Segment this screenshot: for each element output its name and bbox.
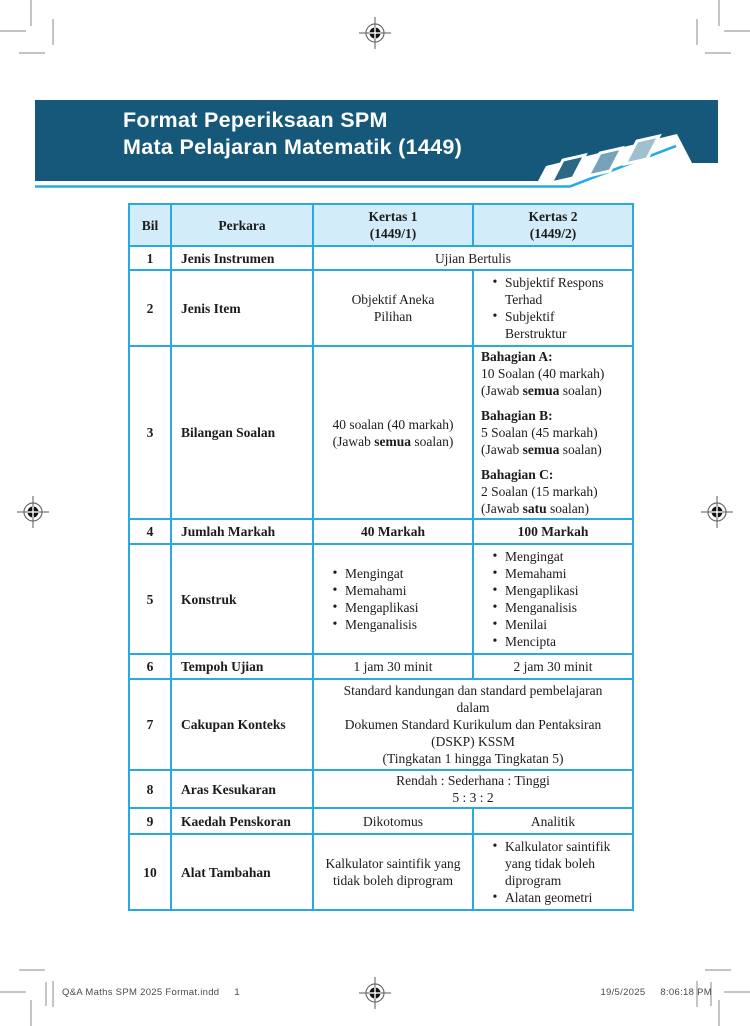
row-perkara-cell: Jumlah Markah [171,519,313,544]
row-perkara-cell: Jenis Item [171,270,313,346]
bullet-item [485,616,629,633]
text-block [317,772,629,806]
col-header-perkara [171,204,313,246]
table-row [129,808,633,834]
text-line: 2 Soalan (15 markah) [481,484,598,499]
bullet-item-text: Memahami [505,566,567,581]
text-line: 40 soalan (40 markah) [332,416,454,432]
row-number-cell: 8 [129,770,171,808]
bullet-item-text: Mencipta [505,634,556,649]
text-block [317,416,469,450]
table-cell [473,270,633,346]
bullet-list [477,836,629,908]
col-header-kertas1-label: Kertas 1 [368,209,418,224]
bullet-item [325,599,469,616]
text-line: (Jawab semua soalan) [332,433,454,449]
row-number-cell: 6 [129,654,171,679]
text-line: Ujian Bertulis [434,250,512,266]
bullet-icon: • [492,839,498,854]
text-block [317,813,469,830]
banner-title-line2: Mata Pelajaran Matematik (1449) [123,135,463,159]
text-block [477,407,629,458]
text-line: (Jawab semua soalan) [481,442,602,457]
table-row [129,770,633,808]
text-line: 40 Markah [360,524,426,539]
row-number-cell: 5 [129,544,171,654]
text-line: tidak boleh diprogram [333,873,453,888]
row-perkara-cell: Jenis Instrumen [171,246,313,270]
registration-mark-left [17,496,49,528]
row-number-cell: 9 [129,808,171,834]
bullet-item [325,582,469,599]
text-block [477,466,629,517]
table-cell [313,770,633,808]
footer-timestamp [600,987,712,998]
table-cell [313,834,473,910]
footer-file-info [62,987,240,998]
table-row [129,654,633,679]
text-line: Objektif Aneka [351,292,435,307]
table-cell [313,679,633,770]
table-cell [313,519,473,544]
footer-time: 8:06:18 PM [660,987,712,998]
registration-mark-bottom [359,977,391,1009]
bullet-item-text: Subjektif Berstruktur [505,309,567,341]
bullet-item-text: Menganalisis [505,600,577,615]
text-line: 1 jam 30 minit [353,659,433,674]
text-block [317,291,469,325]
row-number-cell: 7 [129,679,171,770]
footer-date: 19/5/2025 [600,987,646,998]
table-cell [313,544,473,654]
bullet-item-text: Menganalisis [345,617,417,632]
table-cell [473,346,633,519]
col-header-kertas2-label: Kertas 2 [528,209,578,224]
bullet-item-text: Mengaplikasi [505,583,579,598]
table-cell [313,346,473,519]
bullet-item [485,889,629,906]
table-cell [313,270,473,346]
row-number-cell: 2 [129,270,171,346]
bullet-icon: • [332,617,338,632]
table-row [129,519,633,544]
row-perkara-cell: Konstruk [171,544,313,654]
bullet-item-text: Alatan geometri [505,890,593,905]
text-line: (Jawab satu soalan) [481,501,589,516]
bullet-item-text: Mengingat [345,566,404,581]
bullet-icon: • [492,634,498,649]
banner-title [123,107,462,161]
text-line: Dokumen Standard Kurikulum dan Pentaksiran [344,717,602,732]
table-row [129,270,633,346]
text-line: Pilihan [373,309,413,324]
bullet-icon: • [492,309,498,324]
bullet-icon: • [492,566,498,581]
text-line: 2 jam 30 minit [513,659,593,674]
bullet-icon: • [332,600,338,615]
text-block [317,523,469,540]
table-row [129,544,633,654]
bullet-item [485,308,629,342]
text-line: (DSKP) KSSM [431,734,515,749]
text-block [317,855,469,889]
bullet-item [485,582,629,599]
text-block [477,658,629,675]
text-block [317,682,629,767]
text-line: 5 : 3 : 2 [452,790,494,805]
text-line: dalam [456,700,490,715]
text-line: Bahagian B: [481,408,553,423]
row-perkara-cell: Tempoh Ujian [171,654,313,679]
text-block [317,658,469,675]
bullet-item [485,838,629,889]
text-line: Rendah : Sederhana : Tinggi [396,773,550,788]
bullet-list [477,272,629,344]
bullet-icon: • [492,583,498,598]
exam-format-table [128,203,634,911]
row-number-cell: 1 [129,246,171,270]
table-cell [473,834,633,910]
text-line: 100 Markah [517,524,589,539]
registration-mark-top [359,17,391,49]
bullet-item [485,565,629,582]
row-number-cell: 10 [129,834,171,910]
bullet-item [485,274,629,308]
table-row [129,834,633,910]
text-line: Analitik [530,813,576,829]
col-header-kertas1-code: (1449/1) [369,226,417,241]
bullet-item [485,599,629,616]
col-header-kertas1 [313,204,473,246]
bullet-item [485,633,629,650]
text-line: Bahagian C: [481,467,554,482]
bullet-item-text: Menilai [505,617,547,632]
bullet-icon: • [492,890,498,905]
text-line: (Tingkatan 1 hingga Tingkatan 5) [382,751,564,766]
bullet-icon: • [492,600,498,615]
bullet-icon: • [332,566,338,581]
bullet-item [325,616,469,633]
row-perkara-cell: Cakupan Konteks [171,679,313,770]
text-line: Kalkulator saintifik yang [325,856,461,871]
table-cell [473,544,633,654]
bullet-item [325,565,469,582]
bullet-icon: • [332,583,338,598]
bullet-list [477,546,629,652]
row-perkara-cell: Kaedah Penskoran [171,808,313,834]
bullet-item-text: Mengaplikasi [345,600,419,615]
footer-page-number: 1 [234,987,240,998]
bullet-icon: • [492,617,498,632]
text-line: (Jawab semua soalan) [481,383,602,398]
table-row [129,679,633,770]
bullet-item-text: Memahami [345,583,407,598]
table-cell [473,654,633,679]
text-block [317,250,629,267]
table-cell [313,654,473,679]
table-row [129,246,633,270]
row-perkara-cell: Aras Kesukaran [171,770,313,808]
bullet-list [317,563,469,635]
table-cell [473,808,633,834]
bullet-icon: • [492,549,498,564]
text-block [477,523,629,540]
text-line: 5 Soalan (45 markah) [481,425,598,440]
bullet-item-text: Kalkulator saintifik yang tidak boleh diprogram [505,839,611,888]
text-line: 10 Soalan (40 markah) [481,366,605,381]
text-line: Dikotomus [362,813,423,829]
bullet-item-text: Mengingat [505,549,564,564]
footer-file-name: Q&A Maths SPM 2025 Format.indd [62,987,220,998]
table-cell [313,246,633,270]
row-number-cell: 4 [129,519,171,544]
bullet-item [485,548,629,565]
text-line: Bahagian A: [481,349,553,364]
table-cell [313,808,473,834]
col-header-bil [129,204,171,246]
registration-mark-right [701,496,733,528]
text-line: Standard kandungan dan standard pembelajaran [343,683,603,698]
bullet-icon: • [492,275,498,290]
table-header-row [129,204,633,246]
col-header-bil-label: Bil [141,217,159,233]
banner-title-line1: Format Peperiksaan SPM [123,108,388,132]
col-header-kertas2-code: (1449/2) [529,226,577,241]
text-block [477,813,629,830]
text-block [477,348,629,399]
row-perkara-cell: Alat Tambahan [171,834,313,910]
col-header-perkara-label: Perkara [218,217,266,233]
table-cell [473,519,633,544]
row-number-cell: 3 [129,346,171,519]
row-perkara-cell: Bilangan Soalan [171,346,313,519]
table-row [129,346,633,519]
col-header-kertas2 [473,204,633,246]
bullet-item-text: Subjektif Respons Terhad [505,275,604,307]
